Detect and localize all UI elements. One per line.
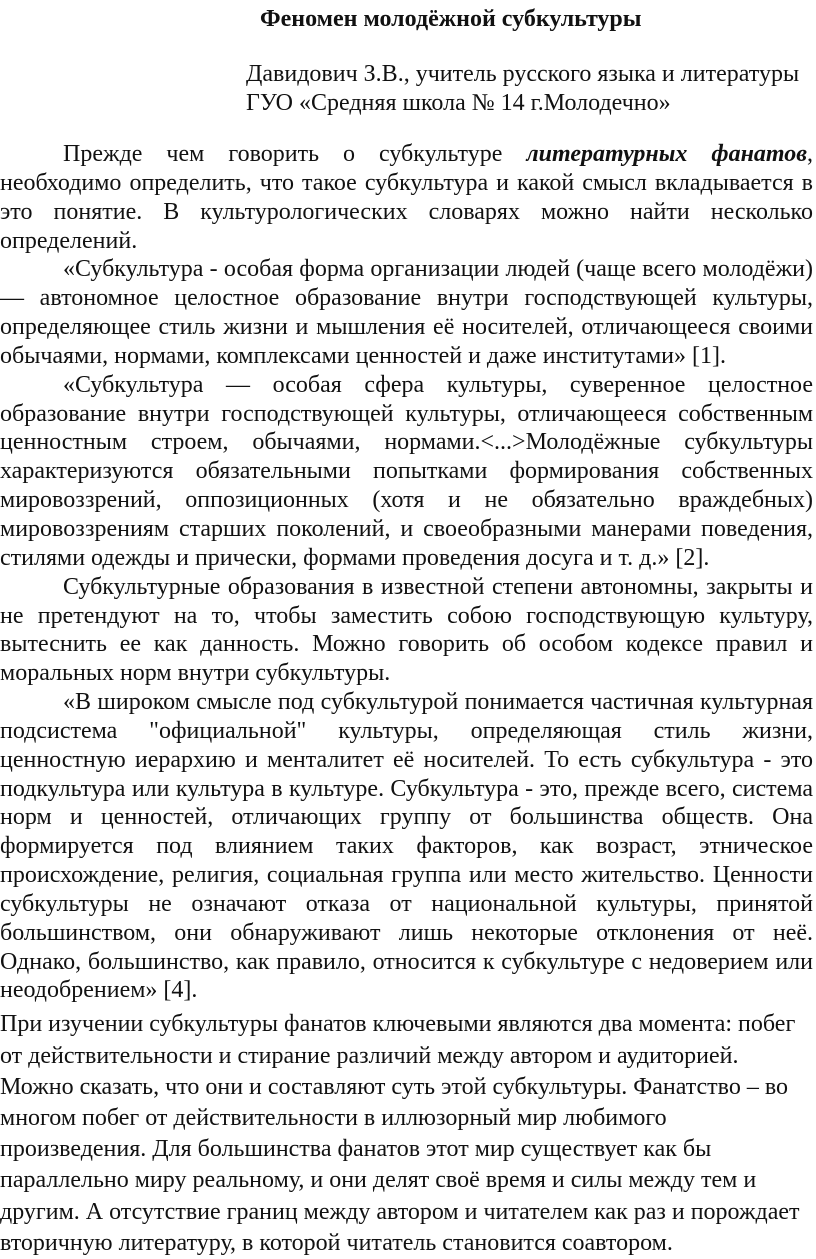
- author-name-line: Давидович З.В., учитель русского языка и литературы: [246, 61, 800, 87]
- paragraph-definition-2: «Субкультура — особая сфера культуры, суверенное целостное образование внутри господствующей культуры, отличающееся собственным ценностным строем, обычаями, нормами.<...>Молодёжные субкультуры характеризуются обязательными попытками формирования собственных мировоззрений, оппозиционных (хотя и не обязательно враждебных) мировоззрениям старших поколений, и своеобразными манерами поведения, стилями одежды и прически, формами проведения досуга и т. д.» [2].: [0, 371, 813, 571]
- paragraph-intro-start: Прежде чем говорить о субкультуре: [63, 141, 527, 167]
- document-body: [0, 140, 813, 1259]
- paragraph-definition-1: «Субкультура - особая форма организации людей (чаще всего молодёжи) — автономное целостное образование внутри господствующей культуры, определяющее стиль жизни и мышления её носителей, отличающееся своими обычаями, нормами, комплексами ценностей и даже институтами» [1].: [0, 256, 813, 369]
- paragraph-intro-end: , необходимо определить, что такое субкультура и какой смысл вкладывается в это понятие. В культурологических словарях можно найти несколько определений.: [0, 141, 813, 254]
- author-block: [246, 60, 799, 118]
- paragraph-autonomy: Субкультурные образования в известной степени автономны, закрыты и не претендуют на то, чтобы заместить собою господствующую культуру, вытеснить ее как данность. Можно говорить об особом кодексе правил и моральных норм внутри субкультуры.: [0, 573, 813, 687]
- paragraph-intro: [0, 140, 813, 255]
- document-title: Феномен молодёжной субкультуры: [260, 6, 642, 32]
- author-school-line: ГУО «Средняя школа № 14 г.Молодечно»: [246, 90, 671, 116]
- paragraph-fandom: При изучении субкультуры фанатов ключевыми являются два момента: побег от действительности и стирание различий между автором и аудиторией. Можно сказать, что они и составляют суть этой субкультуры. Фанатство – во многом побег от действительности в иллюзорный мир любимого произведения. Для большинства фанатов этот мир существует как бы параллельно миру реальному, и они делят своё время и силы между тем и другим. А отсутствие границ между автором и читателем как раз и порождает вторичную литературу, в которой читатель становится соавтором.: [0, 1011, 800, 1256]
- emphasis-literary-fans: литературных фанатов: [526, 141, 807, 167]
- paragraph-definition-3: «В широком смысле под субкультурой понимается частичная культурная подсистема "официальной" культуры, определяющая стиль жизни, ценностную иерархию и менталитет её носителей. То есть субкультура - это подкультура или культура в культуре. Субкультура - это, прежде всего, система норм и ценностей, отличающих группу от большинства обществ. Она формируется под влиянием таких факторов, как возраст, этническое происхождение, религия, социальная группа или место жительство. Ценности субкультуры не означают отказа от национальной культуры, принятой большинством, они обнаруживают лишь некоторые отклонения от неё. Однако, большинство, как правило, относится к субкультуре с недоверием или неодобрением» [4].: [0, 689, 813, 1004]
